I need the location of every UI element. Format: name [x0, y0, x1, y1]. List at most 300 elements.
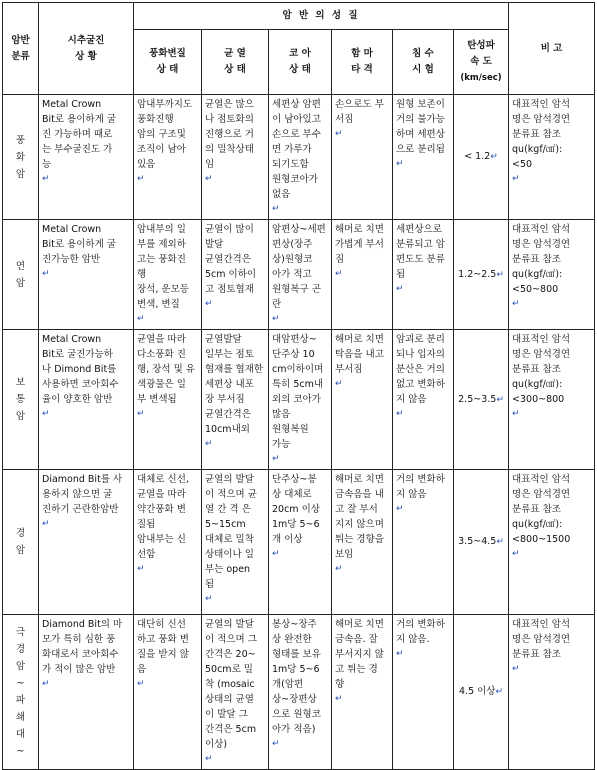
paragraph-mark: ↵ [512, 299, 520, 309]
cell-line: 보임 [335, 549, 354, 560]
rock-type-char: 암 [15, 168, 26, 180]
table-row [3, 615, 595, 770]
cell-line: 5cm 이하이 [205, 269, 257, 280]
cell-line: 발달 [205, 239, 224, 250]
cell-line: 사용하면 코아회수 [42, 379, 119, 390]
cell-line: 음 [137, 664, 147, 675]
paragraph-mark: ↵ [335, 564, 343, 574]
cell-line: <300~800 [512, 394, 565, 405]
cell-line: 균열의 발달 [205, 474, 254, 485]
cell-line: 지지 않으며 [335, 519, 384, 530]
cell-core [269, 615, 332, 770]
cell-line: 봉상~장주 [272, 619, 317, 630]
cell-line: 부를 제외하 [137, 239, 186, 250]
header-weathering: 풍화변질 상 태 [134, 30, 202, 95]
paragraph-mark: ↵ [137, 314, 145, 324]
cell-hammer [332, 220, 393, 330]
cell-line: <800~1500 [512, 534, 571, 545]
cell-line: 균열을 따라 [137, 489, 186, 500]
cell-remarks [509, 330, 595, 470]
header-soak-test: 침 수 시 험 [393, 30, 454, 95]
cell-line: 가 적이 많은 암반 [42, 664, 116, 675]
cell-type [3, 615, 39, 770]
velocity-value: 4.5 이상 [459, 686, 496, 697]
cell-line: 일부는 점토 [205, 349, 254, 360]
cell-type [3, 330, 39, 470]
cell-line: 명은 암석경연 [512, 489, 571, 500]
paragraph-mark: ↵ [396, 284, 404, 294]
cell-line: 의 밀착상태 [205, 144, 254, 155]
cell-line: 향 [335, 679, 345, 690]
cell-line: 서짐 [335, 114, 354, 125]
rock-type-char: 암 [15, 411, 26, 422]
cell-line: cm이하이며 [272, 364, 324, 375]
cell-line: 개(암편 [272, 679, 304, 690]
cell-core [269, 330, 332, 470]
paragraph-mark: ↵ [205, 174, 213, 184]
paragraph-mark: ↵ [205, 754, 213, 764]
cell-type [3, 95, 39, 220]
cell-line: 진행으로 거 [205, 129, 254, 140]
paragraph-mark: ↵ [335, 129, 343, 139]
cell-line: 분류표 참조 [512, 504, 561, 515]
paragraph-mark: ↵ [42, 174, 50, 184]
cell-line: 지 않음. [396, 634, 430, 645]
cell-line: 대표적인 암석 [512, 334, 571, 345]
cell-line: 대체로 신선, [137, 474, 189, 485]
paragraph-mark: ↵ [335, 379, 343, 389]
paragraph-mark: ↵ [512, 664, 520, 674]
cell-site [39, 470, 134, 615]
cell-line: 분산은 거의 [396, 364, 445, 375]
cell-line: 형태를 보유 [272, 649, 321, 660]
cell-line: 탁음을 내고 [335, 349, 384, 360]
cell-hammer [332, 615, 393, 770]
cell-soak [393, 330, 454, 470]
rock-type-char: 쇄 [15, 712, 26, 723]
paragraph-mark: ↵ [512, 409, 520, 419]
paragraph-mark: ↵ [205, 594, 213, 604]
cell-line: Diamond Bit를 사 [42, 474, 123, 485]
rock-type-char: 연 [15, 260, 26, 272]
cell-line: 세편상 내포 [205, 379, 254, 390]
cell-line: Bit로 용이하게 굴 [42, 114, 116, 125]
cell-line: 암괴로 분리 [396, 334, 445, 345]
header-core: 코 아 상 태 [269, 30, 332, 95]
cell-hammer [332, 95, 393, 220]
cell-line: 이 남아있고 [272, 114, 321, 125]
cell-line: 명은 암석경연 [512, 239, 571, 250]
cell-weathering [134, 470, 202, 615]
paragraph-mark: ↵ [495, 687, 504, 697]
cell-line: 되나 입자의 [396, 349, 445, 360]
cell-line: qu(kgf/㎠): [512, 144, 563, 155]
rock-type-char: 경 [15, 528, 26, 539]
cell-line: 명은 암석경연 [512, 349, 571, 360]
cell-line: 10cm내외 [205, 424, 250, 435]
cell-crack [202, 615, 269, 770]
cell-line: 상 완전한 [272, 634, 312, 645]
paragraph-mark: ↵ [42, 409, 50, 419]
cell-line: 다소풍화 진 [137, 349, 186, 360]
paragraph-mark: ↵ [272, 549, 280, 559]
cell-line: 세편상 암편 [272, 99, 321, 110]
cell-line: 분류표 참조 [512, 129, 561, 140]
cell-line: 나 Dimond Bit를 [42, 364, 117, 375]
paragraph-mark: ↵ [512, 549, 520, 559]
cell-line: 행 [137, 269, 147, 280]
cell-line: 편상(장주 [272, 239, 313, 250]
cell-line: 장석, 운모등 [137, 284, 189, 295]
cell-site [39, 330, 134, 470]
cell-line: 암내부의 일 [137, 224, 186, 235]
cell-line: 없음 [272, 189, 291, 200]
cell-line: 분류표 참조 [512, 254, 561, 265]
rock-type-char: 경 [15, 644, 26, 655]
cell-line: Metal Crown [42, 224, 102, 235]
rock-type-char: 화 [15, 151, 26, 163]
cell-line: 질을 받지 않 [137, 649, 189, 660]
cell-line: 면 가루가 [272, 144, 312, 155]
cell-line: 모가 특히 심한 풍 [42, 634, 116, 645]
rock-type-char: 암 [15, 277, 26, 289]
table-row [3, 220, 595, 330]
header-rock-properties: 암 반 의 성 질 [134, 3, 509, 30]
cell-remarks [509, 470, 595, 615]
cell-line: 착 (mosaic [205, 679, 255, 690]
paragraph-mark: ↵ [137, 409, 145, 419]
rock-type-char: 파 [15, 695, 26, 706]
cell-line: 가볍게 부서 [335, 239, 384, 250]
cell-line: Metal Crown [42, 99, 102, 110]
cell-site [39, 615, 134, 770]
cell-line: 상)원형코 [272, 254, 313, 265]
cell-line: 있음 [137, 159, 156, 170]
cell-line: 해머로 치면 [335, 224, 384, 235]
cell-line: 장 부서짐 [205, 394, 245, 405]
paragraph-mark: ↵ [272, 739, 280, 749]
rock-classification-table [2, 2, 595, 770]
header-rock-type [3, 3, 39, 95]
cell-line: 가능 [272, 439, 291, 450]
cell-line: Bit로 굴진가능하 [42, 349, 113, 360]
cell-line: 진하기 곤란한암반 [42, 504, 119, 515]
cell-line: 됨 [396, 269, 406, 280]
cell-line: 많음 [272, 409, 291, 420]
cell-line: 개 이상 [272, 534, 303, 545]
cell-velocity [454, 615, 509, 770]
cell-line: qu(kgf/㎠): [512, 379, 563, 390]
cell-line: 하고 풍화 변 [137, 634, 189, 645]
table-row [3, 470, 595, 615]
cell-line: 는 부수굴진도 가 [42, 144, 113, 155]
cell-line: 해머로 치면 [335, 334, 384, 345]
cell-velocity [454, 330, 509, 470]
cell-line: 풍화진행 [137, 114, 174, 125]
header-hammer: 함 마 타 격 [332, 30, 393, 95]
table-row [3, 330, 595, 470]
cell-line: 됨 [205, 579, 215, 590]
cell-line: 상태이나 일 [205, 549, 254, 560]
cell-line: 상 대체로 [272, 489, 312, 500]
cell-line: 율이 양호한 암반 [42, 394, 113, 405]
cell-line: 외의 코아가 [272, 394, 321, 405]
cell-line: qu(kgf/㎠): [512, 269, 563, 280]
cell-line: 명은 암석경연 [512, 634, 571, 645]
cell-line: 조직이 남아 [137, 144, 186, 155]
paragraph-mark: ↵ [496, 269, 504, 280]
paragraph-mark: ↵ [496, 537, 504, 547]
cell-core [269, 470, 332, 615]
cell-type [3, 470, 39, 615]
cell-line: 거의 변화하 [396, 619, 445, 630]
rock-type-char: 대 [15, 729, 26, 740]
cell-line: 용하지 않으면 굴 [42, 489, 113, 500]
cell-velocity [454, 220, 509, 330]
cell-line: 색광물은 일 [137, 379, 186, 390]
cell-line: 이상) [205, 739, 228, 750]
table-row [3, 95, 595, 220]
rock-type-char: 통 [15, 394, 26, 405]
cell-line: 대단히 신선 [137, 619, 186, 630]
rock-type-char: ~ [16, 678, 25, 689]
cell-line: 약간풍화 변 [137, 504, 186, 515]
cell-line: 손으로도 부 [335, 99, 384, 110]
cell-weathering [134, 220, 202, 330]
cell-soak [393, 220, 454, 330]
cell-soak [393, 470, 454, 615]
cell-line: 암내부는 신 [137, 534, 186, 545]
cell-line: 진 가능하며 때로 [42, 129, 113, 140]
rock-type-char: 암 [15, 661, 26, 672]
velocity-value: 2.5~3.5 [458, 393, 497, 405]
cell-line: 암편상~세편 [272, 224, 326, 235]
velocity-value: 1.2~2.5 [458, 268, 497, 280]
cell-line: 고는 풍화진 [137, 254, 186, 265]
cell-crack [202, 330, 269, 470]
cell-line: 단주상 10 [272, 349, 315, 360]
cell-line: 부 변색됨 [137, 394, 177, 405]
cell-crack [202, 220, 269, 330]
cell-remarks [509, 220, 595, 330]
cell-line: 고 점토협재 [205, 284, 254, 295]
cell-weathering [134, 95, 202, 220]
cell-line: 이 적으며 그 [205, 634, 257, 645]
header-text: 분류 [11, 50, 30, 62]
cell-line: 균열간격은 [205, 254, 251, 265]
cell-weathering [134, 615, 202, 770]
header-crack: 균 열 상 태 [202, 30, 269, 95]
cell-line: 50cm로 밀 [205, 664, 253, 675]
paragraph-mark: ↵ [205, 299, 213, 309]
cell-line: 변색, 변질 [137, 299, 180, 310]
cell-line: 균열간격은 [205, 409, 251, 420]
cell-line: 고 튀는 경 [335, 664, 378, 675]
rock-type-char: ~ [16, 746, 25, 757]
cell-core [269, 220, 332, 330]
cell-line: 하며 세편상 [396, 129, 445, 140]
cell-line: 거의 변화하 [396, 474, 445, 485]
cell-velocity [454, 95, 509, 220]
cell-line: 임 [205, 159, 215, 170]
cell-line: 손으로 부수 [272, 129, 321, 140]
header-text: 시추굴진 [67, 34, 105, 46]
cell-line: 이 발달 그 [205, 709, 248, 720]
header-drilling-status [39, 3, 134, 95]
cell-line: 금속음을 내 [335, 489, 384, 500]
velocity-value: < 1.2 [464, 151, 491, 162]
cell-soak [393, 95, 454, 220]
cell-line: 암의 구조및 [137, 129, 186, 140]
header-text: 상 황 [75, 50, 97, 62]
cell-line: 금속음. 잘 [335, 634, 378, 645]
cell-line: 지 않음 [396, 489, 427, 500]
cell-line: 부는 open [205, 564, 251, 575]
paragraph-mark: ↵ [137, 174, 145, 184]
velocity-value: 3.5~4.5 [458, 536, 497, 547]
cell-line: 없고 변화하 [396, 379, 445, 390]
cell-weathering [134, 330, 202, 470]
cell-line: 지 않음 [396, 394, 427, 405]
cell-line: 분류표 참조 [512, 649, 561, 660]
cell-line: 상~장편상 [272, 694, 317, 705]
cell-line: 암내부까지도 [137, 99, 193, 110]
cell-line: 대표적인 암석 [512, 224, 571, 235]
header-velocity: 탄성파 속 도 (km/sec) [454, 30, 509, 95]
rock-type-char: 암 [15, 545, 26, 556]
cell-line: 란 [272, 299, 282, 310]
cell-line: Diamond Bit의 마 [42, 619, 123, 630]
paragraph-mark: ↵ [272, 314, 280, 324]
cell-crack [202, 95, 269, 220]
cell-line: 대표적인 암석 [512, 619, 571, 630]
cell-type [3, 220, 39, 330]
cell-line: 부서지지 않 [335, 649, 384, 660]
cell-line: 원형복구 곤 [272, 284, 321, 295]
paragraph-mark: ↵ [42, 269, 50, 279]
cell-line: 분류되고 암 [396, 239, 445, 250]
cell-line: <50~800 [512, 284, 559, 295]
rock-type-char: 극 [15, 627, 26, 638]
cell-line: Bit로 용이하게 굴 [42, 239, 116, 250]
paragraph-mark: ↵ [396, 159, 404, 169]
cell-line: 해머로 치면 [335, 619, 384, 630]
cell-line: 짐 [335, 254, 345, 265]
cell-line: <50 [512, 159, 533, 170]
cell-line: 원형코아가 [272, 174, 318, 185]
cell-site [39, 220, 134, 330]
cell-line: 원형 보존이 [396, 99, 445, 110]
cell-line: 아가 적음) [272, 724, 316, 735]
cell-line: 대표적인 암석 [512, 99, 571, 110]
cell-line: 나 점토화의 [205, 114, 254, 125]
cell-velocity [454, 470, 509, 615]
cell-core [269, 95, 332, 220]
paragraph-mark: ↵ [272, 204, 280, 214]
paragraph-mark: ↵ [137, 564, 145, 574]
cell-crack [202, 470, 269, 615]
rock-type-char: 보 [15, 377, 26, 388]
cell-line: 대암편상~ [272, 334, 317, 345]
paragraph-mark: ↵ [396, 504, 404, 514]
paragraph-mark: ↵ [512, 174, 520, 184]
cell-line: 으로 원형코 [272, 709, 321, 720]
paragraph-mark: ↵ [335, 694, 343, 704]
cell-line: 대표적인 암석 [512, 474, 571, 485]
cell-line: qu(kgf/㎠): [512, 519, 563, 530]
cell-line: 균열의 발달 [205, 619, 254, 630]
cell-line: 아가 적고 [272, 269, 312, 280]
cell-line: 균열은 많으 [205, 99, 254, 110]
cell-line: 간격은 5cm [205, 724, 257, 735]
cell-line: 상태의 균열 [205, 694, 254, 705]
cell-line: 질됨 [137, 519, 156, 530]
cell-line: 1m당 5~6 [272, 519, 320, 530]
cell-line: 명은 암석경연 [512, 114, 571, 125]
header-text: 암반 [11, 34, 30, 46]
cell-line: 원형복원 [272, 424, 309, 435]
cell-line: 20cm 이상 [272, 504, 320, 515]
cell-hammer [332, 330, 393, 470]
cell-line: 진가능한 암반 [42, 254, 101, 265]
cell-line: 분류표 참조 [512, 364, 561, 375]
paragraph-mark: ↵ [205, 439, 213, 449]
rock-type-char: 풍 [15, 134, 26, 146]
cell-soak [393, 615, 454, 770]
cell-line: Metal Crown [42, 334, 102, 345]
cell-line: 협재를 협재한 [205, 364, 264, 375]
cell-line: 균열발달 [205, 334, 242, 345]
cell-line: 5~15cm [205, 519, 246, 530]
paragraph-mark: ↵ [42, 679, 50, 689]
header-remarks: 비 고 [509, 3, 595, 95]
cell-hammer [332, 470, 393, 615]
cell-line: 부서짐 [335, 364, 363, 375]
cell-site [39, 95, 134, 220]
paragraph-mark: ↵ [490, 152, 498, 162]
cell-line: 고 잘 부서 [335, 504, 378, 515]
cell-remarks [509, 615, 595, 770]
cell-remarks [509, 95, 595, 220]
cell-line: 열 간 격 은 [205, 504, 251, 515]
cell-line: 해머로 치면 [335, 474, 384, 485]
cell-line: 능 [42, 159, 52, 170]
cell-line: 화대로서 코아회수 [42, 649, 119, 660]
paragraph-mark: ↵ [396, 649, 404, 659]
cell-line: 이 적으며 균 [205, 489, 257, 500]
paragraph-mark: ↵ [272, 454, 280, 464]
cell-line: 균열이 많이 [205, 224, 254, 235]
paragraph-mark: ↵ [496, 394, 504, 405]
cell-line: 단주상~봉 [272, 474, 317, 485]
cell-line: 행, 장석 및 유 [137, 364, 195, 375]
cell-line: 편도도 분류 [396, 254, 445, 265]
cell-line: 특히 5cm내 [272, 379, 324, 390]
cell-line: 1m당 5~6 [272, 664, 320, 675]
cell-line: 대체로 밀착 [205, 534, 254, 545]
paragraph-mark: ↵ [42, 519, 50, 529]
paragraph-mark: ↵ [335, 269, 343, 279]
paragraph-mark: ↵ [137, 679, 145, 689]
cell-line: 되기도함 [272, 159, 309, 170]
cell-line: 간격은 20~ [205, 649, 256, 660]
cell-line: 선함 [137, 549, 156, 560]
cell-line: 균열을 따라 [137, 334, 186, 345]
paragraph-mark: ↵ [396, 409, 404, 419]
cell-line: 으로 분리됨 [396, 144, 445, 155]
cell-line: 세편상으로 [396, 224, 442, 235]
cell-line: 거의 불가능 [396, 114, 445, 125]
